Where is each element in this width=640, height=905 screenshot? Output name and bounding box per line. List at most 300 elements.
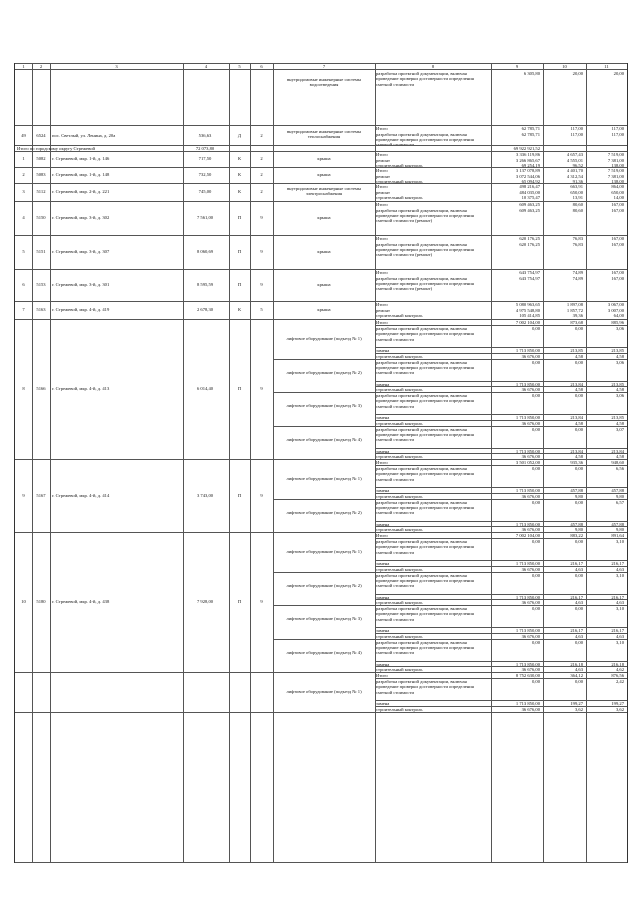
line-label: строительный контроль	[376, 179, 423, 184]
unit-cost-value: 216,17	[570, 561, 583, 566]
area: 3 743,00	[196, 492, 214, 498]
max-cost-value: 650,00	[611, 189, 624, 195]
line-label: разработка проектной документации, включая проведение проверки достоверности определения сметной стоимости	[376, 326, 474, 342]
floors: 9	[260, 249, 263, 254]
cost-value: 643 754,97	[519, 275, 540, 281]
line-label: строительный контроль	[376, 195, 423, 200]
unit-cost-value: 4 401,70	[566, 168, 583, 173]
sub-divider	[375, 661, 627, 662]
system-name: лифтовое оборудование (подъезд № 3)	[286, 403, 362, 408]
column-header: 4	[204, 64, 208, 69]
max-cost-value: 7 519,00	[607, 152, 624, 157]
line-label: строительный контроль	[376, 387, 423, 392]
unit-cost-value: 117,00	[570, 131, 583, 137]
row-number: 49	[21, 133, 26, 138]
line-label: строительный контроль	[376, 600, 423, 605]
address: г. Стрежевой, мкр. 4-й, д. 413	[52, 386, 110, 391]
unit-cost-value: 4,58	[574, 454, 583, 459]
unit-cost-value: 9,80	[574, 527, 583, 532]
max-cost-value: 891,64	[611, 533, 624, 538]
cost-value: 36 676,00	[521, 633, 540, 639]
area: 717,50	[198, 156, 212, 161]
unit-cost-value: 0,00	[574, 679, 583, 684]
cost-value: 1 713 850,00	[515, 348, 540, 353]
unit-cost-value: 4,58	[574, 420, 583, 426]
max-cost-value: 64,00	[613, 313, 624, 318]
row-divider	[15, 712, 627, 713]
address: г. Стрежевой, мкр. 3-й, д. 302	[52, 215, 110, 220]
house-id: 5166	[36, 386, 46, 391]
floors: 5	[260, 307, 263, 312]
max-cost-value: 167,00	[611, 270, 624, 275]
cost-value: 36 676,00	[521, 706, 540, 712]
line-label: строительный контроль	[376, 313, 423, 318]
wall-material: П	[237, 386, 242, 391]
cost-value: 1 713 850,00	[515, 594, 540, 600]
system-name: внутридомовые инженерные системы электроснабжения	[286, 186, 362, 197]
area: 2 678,30	[196, 307, 214, 312]
unit-cost-value: 0,00	[574, 426, 583, 432]
unit-cost-value: 80,60	[572, 202, 583, 207]
unit-cost-value: 364,12	[570, 673, 583, 678]
max-cost-value: 4,62	[615, 667, 624, 672]
line-label: строительный контроль	[376, 163, 423, 168]
unit-cost-value: 935,36	[570, 460, 583, 465]
system-name: лифтовое оборудование (подъезд № 4)	[286, 649, 362, 655]
wall-material: П	[237, 282, 242, 287]
cost-value: 0,00	[531, 466, 540, 471]
max-cost-value: 138,00	[611, 163, 624, 168]
max-cost-value: 3,10	[615, 539, 624, 544]
unit-cost-value: 457,88	[570, 521, 583, 527]
max-cost-value: 2,42	[615, 679, 624, 684]
house-id: 5083	[36, 172, 46, 177]
cost-value: 36 676,00	[521, 667, 540, 672]
subtotal-label: Итого по городскому округу Стрежевой	[17, 146, 95, 151]
unit-cost-value: 0,00	[574, 326, 583, 331]
system-name: внутридомовые инженерные системы теплоснабжения	[286, 129, 362, 140]
unit-cost-value: 213,84	[570, 381, 583, 387]
line-label: строительный контроль	[376, 527, 423, 532]
line-label: Итого	[376, 184, 388, 189]
line-label: разработка проектной документации, включая проведение проверки достоверности определения сметной стоимости (ремонт)	[376, 207, 474, 224]
unit-cost-value: 1 857,72	[566, 307, 583, 313]
max-cost-value: 3,07	[615, 426, 624, 432]
line-label: разработка проектной документации, включая проведение проверки достоверности определения сметной стоимости	[376, 466, 474, 482]
column-header: 5	[238, 64, 241, 69]
max-cost-value: 7 381,00	[607, 173, 624, 179]
cost-value: 36 676,00	[521, 566, 540, 572]
unit-cost-value: 74,89	[572, 270, 583, 275]
unit-cost-value: 80,60	[572, 207, 583, 213]
work-description: разработка проектной документации, включая проведение проверки достоверности определения сметной стоимости	[376, 71, 474, 87]
cost-value: 0,00	[531, 679, 540, 684]
cost-value: 36 676,00	[521, 527, 540, 532]
unit-cost-value: 4,58	[574, 387, 583, 392]
floors: 2	[260, 189, 263, 194]
table-bottom	[15, 862, 627, 863]
cost-value: 1 713 850,00	[515, 701, 540, 706]
sub-divider	[375, 560, 627, 561]
column-header: 10	[562, 64, 567, 69]
wall-material: П	[237, 249, 242, 254]
cost-value: 620 176,25	[519, 241, 540, 247]
sub-divider	[375, 448, 627, 449]
wall-material: Д	[237, 133, 242, 138]
column-header: 9	[515, 64, 519, 69]
wall-material: П	[237, 492, 242, 498]
floors: 9	[260, 492, 263, 498]
max-cost-value: 3,06	[615, 393, 624, 398]
cost-value: 0,00	[531, 426, 540, 432]
row-number: 3	[22, 189, 25, 194]
wall-material: К	[237, 156, 242, 161]
house-id: 5167	[36, 492, 46, 498]
cost-value: 8 752 630,00	[515, 673, 540, 678]
cost-value: 36 676,00	[521, 454, 540, 459]
line-label: разработка проектной документации, включая проведение проверки достоверности определения сметной стоимости (ремонт)	[376, 275, 474, 292]
cost-value: 6 305,80	[523, 71, 540, 76]
line-label: строительный контроль	[376, 566, 423, 572]
cost-value: 3 137 078,89	[515, 168, 540, 173]
max-cost-value: 213,85	[611, 415, 624, 420]
house-id: 5112	[36, 189, 46, 194]
max-cost-value: 167,00	[611, 202, 624, 207]
row-number: 2	[22, 172, 25, 177]
unit-cost-value: 216,17	[570, 628, 583, 633]
cost-value: 643 754,97	[519, 270, 540, 275]
max-cost-value: 216,17	[611, 561, 624, 566]
max-cost-value: 167,00	[611, 241, 624, 247]
line-label: замена	[376, 701, 390, 706]
line-label: разработка проектной документации, включая проведение проверки достоверности определения сметной стоимости	[376, 539, 474, 555]
cost-value: 620 176,25	[519, 236, 540, 241]
cost-value: 65 094,92	[521, 179, 540, 184]
row-number: 8	[22, 386, 25, 391]
column-header: 8	[431, 64, 435, 69]
area: 6 014,40	[196, 386, 214, 391]
line-label: строительный контроль	[376, 353, 423, 359]
line-label: Итого	[376, 152, 388, 157]
cost-value: 5 080 963,65	[515, 302, 540, 307]
sub-divider	[375, 353, 627, 354]
wall-material: К	[237, 307, 242, 312]
system-name: внутридомовые инженерные системы водоотведения	[286, 77, 362, 88]
cost-value: 4 975 548,80	[515, 307, 540, 313]
sub-divider	[375, 414, 627, 415]
unit-cost-value: 4,63	[574, 667, 583, 672]
sub-divider	[375, 453, 627, 454]
max-cost-value: 138,00	[611, 179, 624, 184]
line-label: Итого	[376, 302, 388, 307]
line-label: Итого	[376, 673, 388, 678]
line-label: строительный контроль	[376, 706, 423, 712]
max-cost-value: 9,80	[615, 527, 624, 532]
max-cost-value: 213,84	[611, 448, 624, 454]
address: г. Стрежевой, мкр. 4-й, д. 438	[52, 599, 110, 604]
line-label: ремонт	[376, 307, 391, 313]
line-label: замена	[376, 348, 390, 353]
wall-material: К	[237, 189, 242, 194]
cost-value: 609 463,25	[519, 202, 540, 207]
line-label: разработка проектной документации, включая проведение проверки достоверности определения сметной стоимости	[376, 639, 474, 656]
system-name: крыша	[317, 172, 331, 177]
cost-value: 36 676,00	[521, 387, 540, 392]
sub-divider	[375, 706, 627, 707]
sub-divider	[375, 526, 627, 527]
max-cost-value: 4,58	[615, 387, 624, 392]
house-id: 5082	[36, 156, 46, 161]
unit-cost-value: 0,00	[574, 572, 583, 578]
cost-value: 1 713 850,00	[515, 381, 540, 387]
max-cost-value: 117,00	[611, 126, 624, 131]
area: 8 595,59	[196, 282, 214, 287]
floors: 2	[260, 156, 263, 161]
system-name: лифтовое оборудование (подъезд № 4)	[286, 436, 362, 442]
cost-value: 484 035,00	[519, 189, 540, 195]
unit-cost-value: 4,63	[574, 566, 583, 572]
line-label: разработка проектной документации, включая проведение проверки достоверности определения сметной стоимости	[376, 499, 474, 516]
row-number: 7	[22, 307, 25, 312]
unit-cost-value: 663,91	[570, 184, 583, 189]
sub-divider	[375, 594, 627, 595]
floors: 9	[260, 599, 263, 604]
max-cost-value: 9,80	[615, 493, 624, 499]
sub-divider	[375, 381, 627, 382]
sub-divider	[375, 386, 627, 387]
system-name: лифтовое оборудование (подъезд № 1)	[286, 549, 362, 554]
unit-cost-value: 4 555,01	[566, 157, 583, 163]
cost-value: 0,00	[531, 393, 540, 398]
line-label: разработка проектной документации, включая проведение проверки достоверности определения сметной стоимости	[376, 426, 474, 443]
max-cost-value: 167,00	[611, 207, 624, 213]
cost-value: 498 216,47	[519, 184, 540, 189]
address: г. Стрежевой, мкр. 3-й, д. 301	[52, 282, 110, 287]
max-cost-value: 3 007,00	[607, 307, 624, 313]
max-cost-value: 4,63	[615, 566, 624, 572]
system-name: крыша	[317, 282, 331, 287]
line-label: строительный контроль	[376, 454, 423, 459]
system-name: лифтовое оборудование (подъезд № 1)	[286, 689, 362, 694]
cost-value: 10 375,47	[521, 195, 540, 200]
unit-cost-value: 4,63	[574, 600, 583, 605]
column-header: 6	[260, 64, 263, 69]
line-label: Итого	[376, 202, 388, 207]
unit-cost-value: 1 897,08	[566, 302, 583, 307]
line-label: Итого	[376, 320, 388, 325]
system-name: крыша	[317, 215, 331, 220]
cost-value: 0,00	[531, 572, 540, 578]
max-cost-value: 3,10	[615, 606, 624, 611]
column-header: 11	[604, 64, 609, 69]
cost-value: 0,00	[531, 359, 540, 365]
line-label: Итого	[376, 270, 388, 275]
unit-cost-value: 91,36	[572, 179, 583, 184]
row-number: 4	[22, 215, 25, 220]
line-label: разработка проектной документации, включая проведение проверки достоверности определения сметной стоимости	[376, 572, 474, 589]
row-number: 9	[22, 492, 25, 498]
wall-material: К	[237, 172, 242, 177]
address: г. Стрежевой, мкр. 1-й, д. 148	[52, 172, 110, 177]
line-label: ремонт	[376, 189, 391, 195]
area: 732,50	[198, 172, 212, 177]
line-label: замена	[376, 448, 390, 454]
column-header: 2	[39, 64, 43, 69]
max-cost-value: 864,00	[611, 184, 624, 189]
unit-cost-value: 213,84	[570, 448, 583, 454]
sub-divider	[375, 521, 627, 522]
unit-cost-value: 76,83	[572, 236, 583, 241]
unit-cost-value: 0,00	[574, 359, 583, 365]
line-label: строительный контроль	[376, 420, 423, 426]
sub-divider	[375, 566, 627, 567]
max-cost-value: 3,10	[615, 572, 624, 578]
max-cost-value: 3 067,00	[607, 302, 624, 307]
max-cost-value: 20,00	[613, 71, 624, 76]
address: г. Стрежевой, мкр. 4-й, д. 414	[52, 492, 110, 498]
cost-value: 1 713 850,00	[515, 661, 540, 667]
area: 7 928,00	[196, 599, 214, 604]
unit-cost-value: 39,36	[572, 313, 583, 318]
max-cost-value: 876,56	[611, 673, 624, 678]
column-header: 7	[322, 64, 326, 69]
line-label: Итого	[376, 168, 388, 173]
cost-value: 0,00	[531, 539, 540, 544]
address: г. Стрежевой, мкр. 2-й, д. 221	[52, 189, 110, 194]
area: 8 060,69	[196, 249, 214, 254]
system-name: лифтовое оборудование (подъезд № 2)	[286, 509, 362, 515]
max-cost-value: 167,00	[611, 236, 624, 241]
max-cost-value: 213,85	[611, 348, 624, 353]
line-label: замена	[376, 488, 390, 493]
max-cost-value: 6,56	[615, 466, 624, 471]
max-cost-value: 117,00	[611, 131, 624, 137]
max-cost-value: 213,85	[611, 381, 624, 387]
max-cost-value: 14,00	[613, 195, 624, 200]
max-cost-value: 885,96	[611, 320, 624, 325]
line-label: замена	[376, 415, 390, 420]
cost-value: 3 072 544,06	[515, 173, 540, 179]
unit-cost-value: 3,62	[574, 706, 583, 712]
subtotal-area: 72 073,80	[195, 146, 215, 151]
cost-value: 7 002 104,00	[515, 320, 540, 325]
sub-divider	[375, 627, 627, 628]
house-id: 5163	[36, 307, 46, 312]
max-cost-value: 457,88	[611, 488, 624, 493]
unit-cost-value: 20,00	[572, 71, 583, 76]
wall-material: П	[237, 215, 242, 220]
max-cost-value: 3,06	[615, 359, 624, 365]
cost-value: 62 785,71	[521, 126, 540, 131]
unit-cost-value: 76,83	[572, 241, 583, 247]
row-number: 1	[22, 156, 25, 161]
unit-cost-value: 117,00	[570, 126, 583, 131]
address: г. Стрежевой, мкр. 4-й, д. 419	[52, 307, 110, 312]
max-cost-value: 7 381,00	[607, 157, 624, 163]
cost-value: 62 785,71	[521, 131, 540, 137]
line-label: Итого	[376, 126, 388, 131]
unit-cost-value: 216,18	[570, 661, 583, 667]
system-name: лифтовое оборудование (подъезд № 1)	[286, 336, 362, 341]
cost-value: 1 713 850,00	[515, 521, 540, 527]
cost-value: 609 463,25	[519, 207, 540, 213]
line-label: замена	[376, 561, 390, 566]
line-label: разработка проектной документации, включая проведение проверки достоверности определения сметной стоимости	[376, 393, 474, 409]
sub-divider	[375, 633, 627, 634]
sub-divider	[375, 666, 627, 667]
cost-value: 1 713 850,00	[515, 415, 540, 420]
line-label: ремонт	[376, 173, 391, 179]
cost-value: 0,00	[531, 499, 540, 505]
floors: 2	[260, 172, 263, 177]
cost-value: 36 676,00	[521, 493, 540, 499]
cost-value: 0,00	[531, 606, 540, 611]
house-id: 5153	[36, 282, 46, 287]
unit-cost-value: 0,00	[574, 539, 583, 544]
max-cost-value: 948,60	[611, 460, 624, 465]
row-number: 6	[22, 282, 25, 287]
unit-cost-value: 873,68	[570, 320, 583, 325]
unit-cost-value: 0,00	[574, 466, 583, 471]
max-cost-value: 4,63	[615, 600, 624, 605]
unit-cost-value: 199,27	[570, 701, 583, 706]
unit-cost-value: 216,17	[570, 594, 583, 600]
cost-value: 36 676,00	[521, 420, 540, 426]
column-header: 3	[115, 64, 118, 69]
unit-cost-value: 213,84	[570, 415, 583, 420]
line-label: строительный контроль	[376, 667, 423, 672]
unit-cost-value: 9,80	[574, 493, 583, 499]
unit-cost-value: 0,00	[574, 499, 583, 505]
line-label: строительный контроль	[376, 493, 423, 499]
cost-value: 1 713 850,00	[515, 628, 540, 633]
sub-divider	[375, 493, 627, 494]
max-cost-value: 216,17	[611, 594, 624, 600]
line-label: разработка проектной документации, включая проведение проверки достоверности определения сметной стоимости	[376, 606, 474, 622]
max-cost-value: 3,10	[615, 639, 624, 645]
cost-value: 7 002 104,00	[515, 533, 540, 538]
budget-table	[14, 63, 628, 863]
house-id: 5151	[36, 249, 46, 254]
line-label: замена	[376, 661, 390, 667]
cost-value: 1 713 850,00	[515, 561, 540, 566]
system-name: крыша	[317, 307, 331, 312]
max-cost-value: 4,63	[615, 633, 624, 639]
max-cost-value: 4,58	[615, 420, 624, 426]
max-cost-value: 3,06	[615, 326, 624, 331]
unit-cost-value: 0,00	[574, 606, 583, 611]
area: 536,63	[198, 133, 212, 138]
line-label: замена	[376, 628, 390, 633]
unit-cost-value: 457,88	[570, 488, 583, 493]
unit-cost-value: 13,91	[572, 195, 583, 200]
cost-value: 1 713 850,00	[515, 488, 540, 493]
cost-value: 1 713 850,00	[515, 448, 540, 454]
floors: 9	[260, 386, 263, 391]
max-cost-value: 4,58	[615, 454, 624, 459]
area: 745,00	[198, 189, 212, 194]
unit-cost-value: 96,52	[572, 163, 583, 168]
line-label: замена	[376, 521, 390, 527]
line-label: разработка проектной документации, включая проведение проверки достоверности определения сметной стоимости	[376, 359, 474, 376]
line-label: разработка проектной документации, включая проведение проверки достоверности определения сметной стоимости	[376, 679, 474, 695]
max-cost-value: 4,58	[615, 353, 624, 359]
line-label: разработка проектной документации, включая проведение проверки достоверности определения сметной стоимости (ремонт)	[376, 241, 474, 258]
system-name: лифтовое оборудование (подъезд № 2)	[286, 369, 362, 375]
sub-divider	[375, 420, 627, 421]
max-cost-value: 216,18	[611, 661, 624, 667]
cost-value: 3 336 119,86	[516, 152, 540, 157]
